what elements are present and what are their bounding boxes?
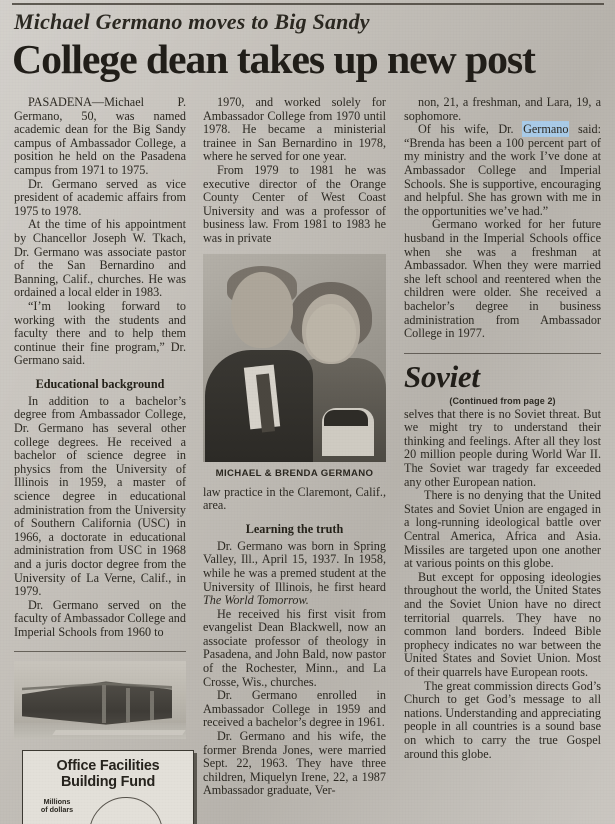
column-two [203,96,386,798]
photo-building-column [150,691,154,720]
main-headline: College dean takes up new post [12,36,535,82]
col2-body [203,96,386,246]
continued-from-note: (Continued from page 2) [449,395,556,406]
paragraph: Dr. Germano and his wife, the former Brenda Jones, were married Sept. 22, 1963. They have three children, Miquelyn Irene, 22, a 1987 Ambassador graduate, Ver- [203,729,386,798]
col3-body [404,96,601,341]
paragraph: law practice in the Claremont, Calif., area. [203,484,386,513]
ad-axis-label-line-1: Millions [43,797,71,806]
paragraph: PASADENA—Michael P. Germano, 50, was named academic dean for the Big Sandy campus of Ambassador College, a position he held on the Pasadena campus from 1971 to 1975. [14,95,186,177]
ad-axis-label-line-2: of dollars [40,805,74,814]
paragraph: He received his first visit from evangelist Dean Blackwell, now an associate professor of theology in Pasadena, and John Bald, now pastor of the Rochester, Minn., and La Crosse, Wis., churches. [203,606,386,689]
program-title: The World Tomorrow. [203,593,309,608]
photo-caption: MICHAEL & BRENDA GERMANO [215,467,374,479]
paragraph: Dr. Germano enrolled in Ambassador College in 1959 and received a bachelor’s degree in 1961. [203,688,386,730]
paragraph: From 1979 to 1981 he was executive director of the Orange County Center of West Coast University and was a professor of business law. From 1981 to 1983 he was in private [203,162,386,245]
ad-axis-label [35,798,79,814]
photo-woman-collar [324,410,368,426]
photo-man-head [231,272,293,348]
paragraph-text: Dr. Germano was born in Spring Valley, Ill., April 15, 1937. In 1958, while he was a premed student at the University of Illinois, he first heard [203,538,386,594]
paragraph [203,540,386,608]
col1-body [14,96,186,368]
paragraph: In addition to a bachelor’s degree from Ambassador College, Dr. Germano has several other college degrees. He received a bachelor of science degree in physics from the University of Illinois in 1959, a master of science degree in educational administration from the University of Southern California (USC) in 1966, a doctorate in educational administration from USC in 1968 and a juris doctor degree from the University of La Verne, Calif., in 1979. [14,393,186,599]
photo-woman-face [306,304,356,362]
search-highlight-germano[interactable]: Germano [523,122,569,137]
paragraph: “I’m looking forward to working with the students and faculty there and to help them continue their fine program,” Dr. Germano said. [14,298,186,368]
paragraph: selves that there is no Soviet threat. But we might try to understand their thinking and feelings. After all they lost 20 million people during World War II. The Soviet war tragedy far exceeded any other European nation. [404,406,601,489]
ad-title-line-1: Office Facilities [56,758,160,774]
section-divider-rule [404,353,601,354]
paragraph: But except for opposing ideologies throughout the world, the United States and the Soviet Union have no direct territorial quarrels. They have no common land borders. Indeed Bible prophecy indicates no war between the United States and Soviet Union. Most of their quarrels have European roots. [404,569,601,679]
photo-walkway [52,730,185,735]
paragraph: Dr. Germano served on the faculty of Ambassador College and Imperial Schools from 1960 to [14,597,186,639]
col1-body-continued [14,395,186,640]
paragraph [404,123,601,218]
top-rule [12,3,604,5]
subhead-learning-the-truth: Learning the truth [245,521,344,536]
office-facilities-building-fund-ad [22,750,194,824]
paragraph-text-before-highlight: Of his wife, Dr. [418,122,524,137]
paragraph: There is no denying that the United States and Soviet Union are engaged in a long-running ideological battle over Central America, Africa and Asia. Missiles are targeted upon one another at various points on this globe. [404,488,601,571]
ad-title-line-2: Building Fund [60,774,156,790]
column-three [404,96,601,761]
photo-building-column [102,685,106,723]
paragraph: The great commission directs God’s Church to get God’s message to all nations. Understanding and appreciating people in all countries is a sound base on which to carry the true Gospel around this globe. [404,678,601,761]
photo-administration-building [14,661,186,739]
ad-thermometer-circle [89,797,163,824]
col2-body-continued [203,540,386,798]
photo-building-column [126,688,130,722]
col2-body-after-photo [203,486,386,513]
soviet-section-title: Soviet [404,358,480,394]
photo-michael-and-brenda-germano [203,254,386,462]
subhead-educational-background: Educational background [35,376,165,391]
paragraph-text-after-highlight: said: “Brenda has been a 100 percent part of my ministry and the work I’ve done at Ambassador College and Imperial Schools. She is supportive, encouraging and helpful. She has grown with me in the opportunities we’ve had.” [404,122,601,218]
paragraph: non, 21, a freshman, and Lara, 19, a sophomore. [404,95,601,123]
column-one [14,96,186,739]
paragraph: At the time of his appointment by Chancellor Joseph W. Tkach, Dr. Germano was associate pastor of the San Bernardino and Banning, Calif., churches. He was ordained a local elder in 1983. [14,217,186,300]
paragraph: Germano worked for her future husband in the Imperial Schools office when she was a freshman at Ambassador. When they were married she left school and reentered when the children were older. She received a bachelor’s degree in business administration from Ambassador College in 1977. [404,217,601,341]
paragraph: Dr. Germano served as vice president of academic affairs from 1975 to 1978. [14,176,186,218]
kicker-headline: Michael Germano moves to Big Sandy [14,9,370,34]
soviet-body [404,408,601,761]
paragraph: 1970, and worked solely for Ambassador College from 1970 until 1978. He became a ministerial trainee in San Bernardino in 1978, where he served for one year. [203,95,386,164]
column-divider-rule [14,651,186,652]
